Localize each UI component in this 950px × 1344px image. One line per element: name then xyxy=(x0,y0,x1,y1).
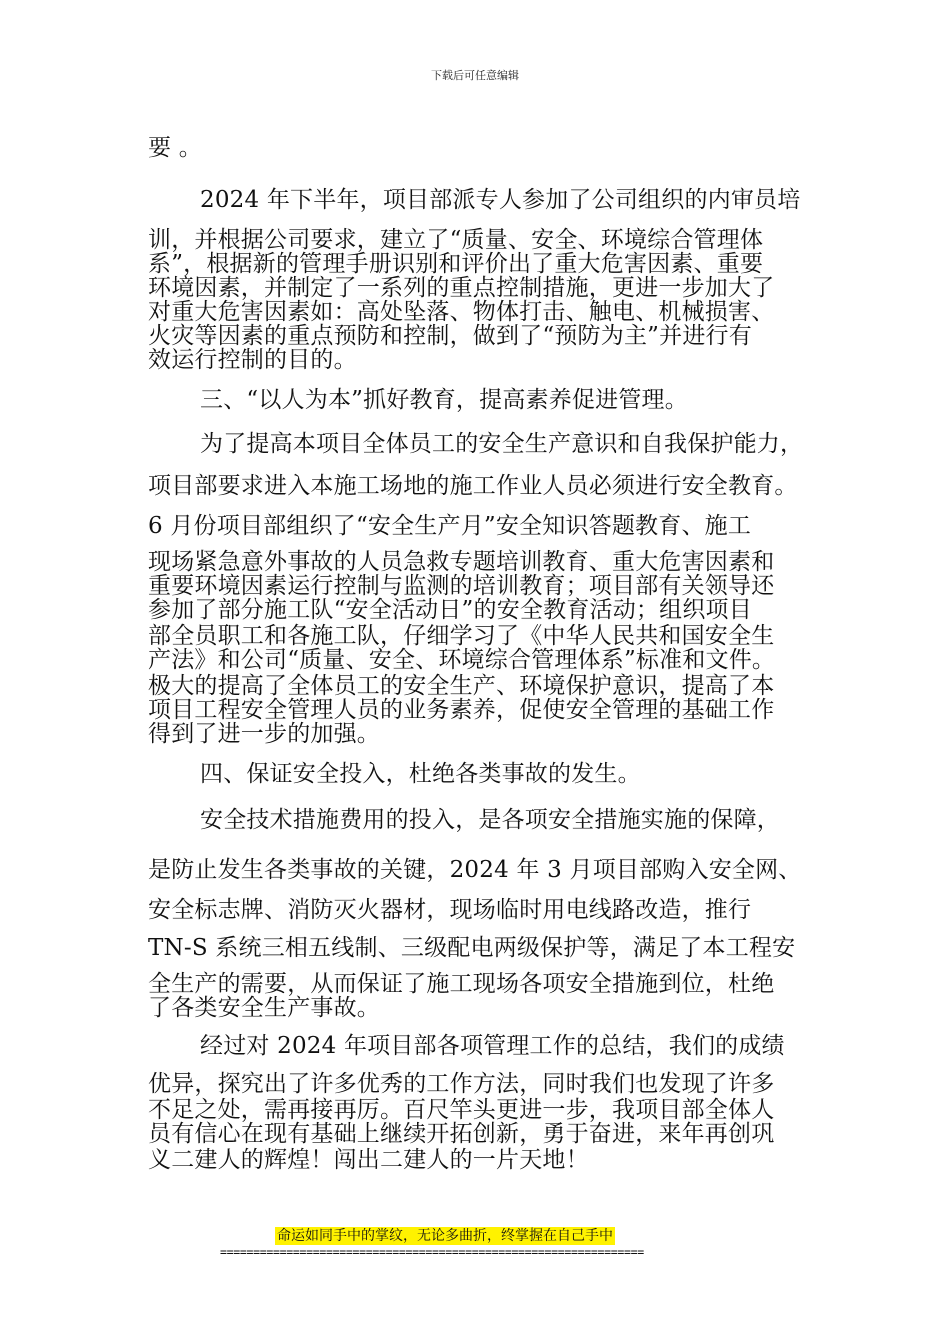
paragraph-line: 重要环境因素运行控制与监测的培训教育；项目部有关领导还 xyxy=(148,573,775,599)
paragraph-line: 优异，探究出了许多优秀的工作方法，同时我们也发现了许多 xyxy=(148,1071,775,1097)
paragraph-line: 全生产的需要，从而保证了施工现场各项安全措施到位，杜绝 xyxy=(148,971,775,997)
paragraph-line: 6 月份项目部组织了“安全生产月”安全知识答题教育、施工 xyxy=(148,513,752,539)
paragraph-line: 经过对 2024 年项目部各项管理工作的总结，我们的成绩 xyxy=(200,1033,785,1059)
footer-quote: 命运如同手中的掌纹，无论多曲折，终掌握在自己手中 xyxy=(277,1228,613,1244)
paragraph-line: 系”，根据新的管理手册识别和评价出了重大危害因素、重要 xyxy=(148,251,764,277)
paragraph-line: 参加了部分施工队“安全活动日”的安全教育活动；组织项目 xyxy=(148,597,752,623)
page-header: 下载后可任意编辑 xyxy=(431,69,519,82)
paragraph-line: 是防止发生各类事故的关键，2024 年 3 月项目部购入安全网、 xyxy=(148,857,802,883)
paragraph-line: 了各类安全生产事故。 xyxy=(148,995,380,1021)
paragraph-line: 项目部要求进入本施工场地的施工作业人员必须进行安全教育。 xyxy=(148,473,798,499)
paragraph-line: 得到了进一步的加强。 xyxy=(148,721,380,747)
paragraph-line: 安全标志牌、消防灭火器材，现场临时用电线路改造，推行 xyxy=(148,897,752,923)
paragraph-line: 环境因素，并制定了一系列的重点控制措施，更进一步加大了 xyxy=(148,275,775,301)
footer-divider: ================================================================ xyxy=(220,1245,644,1259)
paragraph-line: 员有信心在现有基础上继续开拓创新，勇于奋进，来年再创巩 xyxy=(148,1121,775,1147)
paragraph-line: 对重大危害因素如：高处坠落、物体打击、触电、机械损害、 xyxy=(148,299,775,325)
section-heading: 三、“以人为本”抓好教育，提高素养促进管理。 xyxy=(200,387,688,413)
paragraph-line: 极大的提高了全体员工的安全生产、环境保护意识，提高了本 xyxy=(148,673,775,699)
paragraph-line: 2024 年下半年，项目部派专人参加了公司组织的内审员培 xyxy=(200,187,801,213)
paragraph-line: 产法》和公司“质量、安全、环境综合管理体系”标准和文件。 xyxy=(148,647,776,673)
paragraph-line: 训，并根据公司要求，建立了“质量、安全、环境综合管理体 xyxy=(148,227,764,253)
paragraph-line: 现场紧急意外事故的人员急救专题培训教育、重大危害因素和 xyxy=(148,549,775,575)
section-heading: 四、保证安全投入，杜绝各类事故的发生。 xyxy=(200,761,641,787)
paragraph-line: 义二建人的辉煌！闯出二建人的一片天地！ xyxy=(148,1147,589,1173)
paragraph-line: 项目工程安全管理人员的业务素养，促使安全管理的基础工作 xyxy=(148,697,775,723)
paragraph-line: 为了提高本项目全体员工的安全生产意识和自我保护能力， xyxy=(200,431,804,457)
paragraph-line: 火灾等因素的重点预防和控制，做到了“预防为主”并进行有 xyxy=(148,323,752,349)
paragraph-line: 效运行控制的目的。 xyxy=(148,347,357,373)
paragraph-line: 部全员职工和各施工队，仔细学习了《中华人民共和国安全生 xyxy=(148,623,775,649)
paragraph-line: TN-S 系统三相五线制、三级配电两级保护等，满足了本工程安 xyxy=(148,935,796,961)
paragraph-line: 不足之处，需再接再厉。百尺竿头更进一步，我项目部全体人 xyxy=(148,1097,775,1123)
paragraph-line: 要 。 xyxy=(148,135,202,161)
paragraph-line: 安全技术措施费用的投入，是各项安全措施实施的保障， xyxy=(200,807,780,833)
